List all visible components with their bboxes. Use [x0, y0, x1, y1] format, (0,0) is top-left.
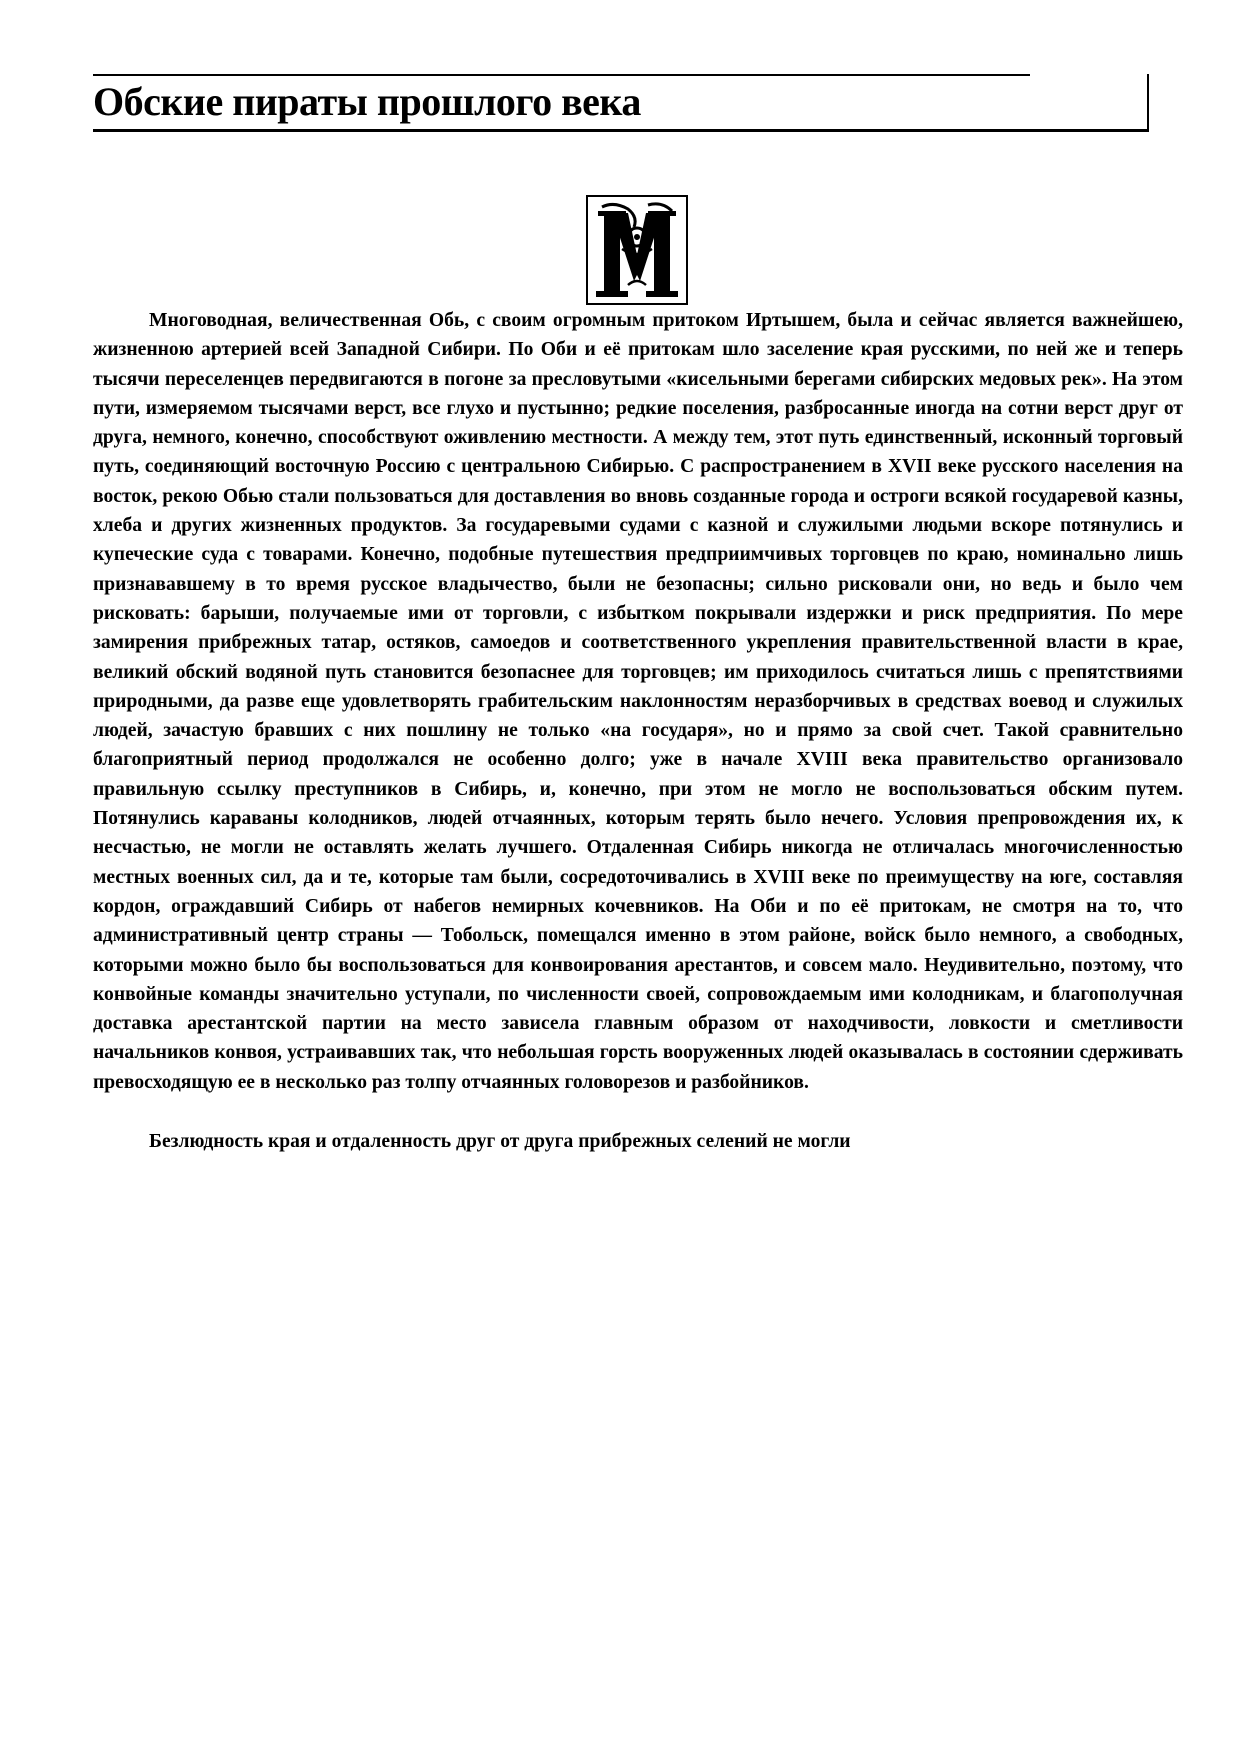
article-body — [93, 306, 1183, 1156]
drop-cap-letter: М — [632, 255, 642, 266]
paragraph-1: Многоводная, величественная Обь, с своим огромным притоком Иртышем, была и сейчас является важнейшею, жизненною артерией всей Западной Сибири. По Оби и её притокам шло заселение края русскими, по ней же и теперь тысячи переселенцев передвигаются в погоне за пресловутыми «кисельными берегами сибирских медовых рек». На этом пути, измеряемом тысячами верст, все глухо и пустынно; редкие поселения, разбросанные иногда на сотни верст друг от друга, немного, конечно, способствуют оживлению местности. А между тем, этот путь единственный, исконный торговый путь, соединяющий восточную Россию с центральною Сибирью. С распространением в XVII веке русского населения на восток, рекою Обью стали пользоваться для доставления во вновь созданные города и остроги всякой государевой казны, хлеба и других жизненных продуктов. За государевыми судами с казной и служилыми людьми вскоре потянулись и купеческие суда с товарами. Конечно, подобные путешествия предприимчивых торговцев по краю, номинально лишь признававшему в то время русское владычество, были не безопасны; сильно рисковали они, но ведь и было чем рисковать: барыши, получаемые ими от торговли, с избытком покрывали издержки и риск предприятия. По мере замирения прибрежных татар, остяков, самоедов и соответственного укрепления правительственной власти в крае, великий обский водяной путь становится безопаснее для торговцев; им приходилось считаться лишь с препятствиями природными, да разве еще удовлетворять грабительским наклонностям неразборчивых в средствах воевод и служилых людей, зачастую бравших с них пошлину не только «на государя», но и прямо за свой счет. Такой сравнительно благоприятный период продолжался не особенно долго; уже в начале XVIII века правительство организовало правильную ссылку преступников в Сибирь, и, конечно, при этом не могло не воспользоваться обским путем. Потянулись караваны колодников, людей отчаянных, которым терять было нечего. Условия препровождения их, к несчастью, не могли не оставлять желать лучшего. Отдаленная Сибирь никогда не отличалась многочисленностью местных военных сил, да и те, которые там были, сосредоточивались в XVIII веке по преимуществу на юге, составляя кордон, ограждавший Сибирь от набегов немирных кочевников. На Оби и по её притокам, не смотря на то, что административный центр страны — Тобольск, помещался именно в этом районе, войск было немного, а свободных, которыми можно было бы воспользоваться для конвоирования арестантов, и совсем мало. Неудивительно, поэтому, что конвойные команды значительно уступали, по численности своей, сопровождаемым ими колодникам, и благополучная доставка арестантской партии на место зависела главным образом от находчивости, ловкости и сметливости начальников конвоя, устраивавших так, что небольшая горсть вооруженных людей оказывалась в состоянии сдерживать превосходящую ее в несколько раз толпу отчаянных головорезов и разбойников. — [93, 310, 1183, 1093]
ornamental-initial-letter — [588, 197, 686, 303]
ornamental-initial — [586, 195, 688, 305]
paragraph-2: Безлюдность края и отдаленность друг от друга прибрежных селений не могли — [149, 1131, 851, 1153]
article-title: Обские пираты прошлого века — [93, 79, 641, 124]
